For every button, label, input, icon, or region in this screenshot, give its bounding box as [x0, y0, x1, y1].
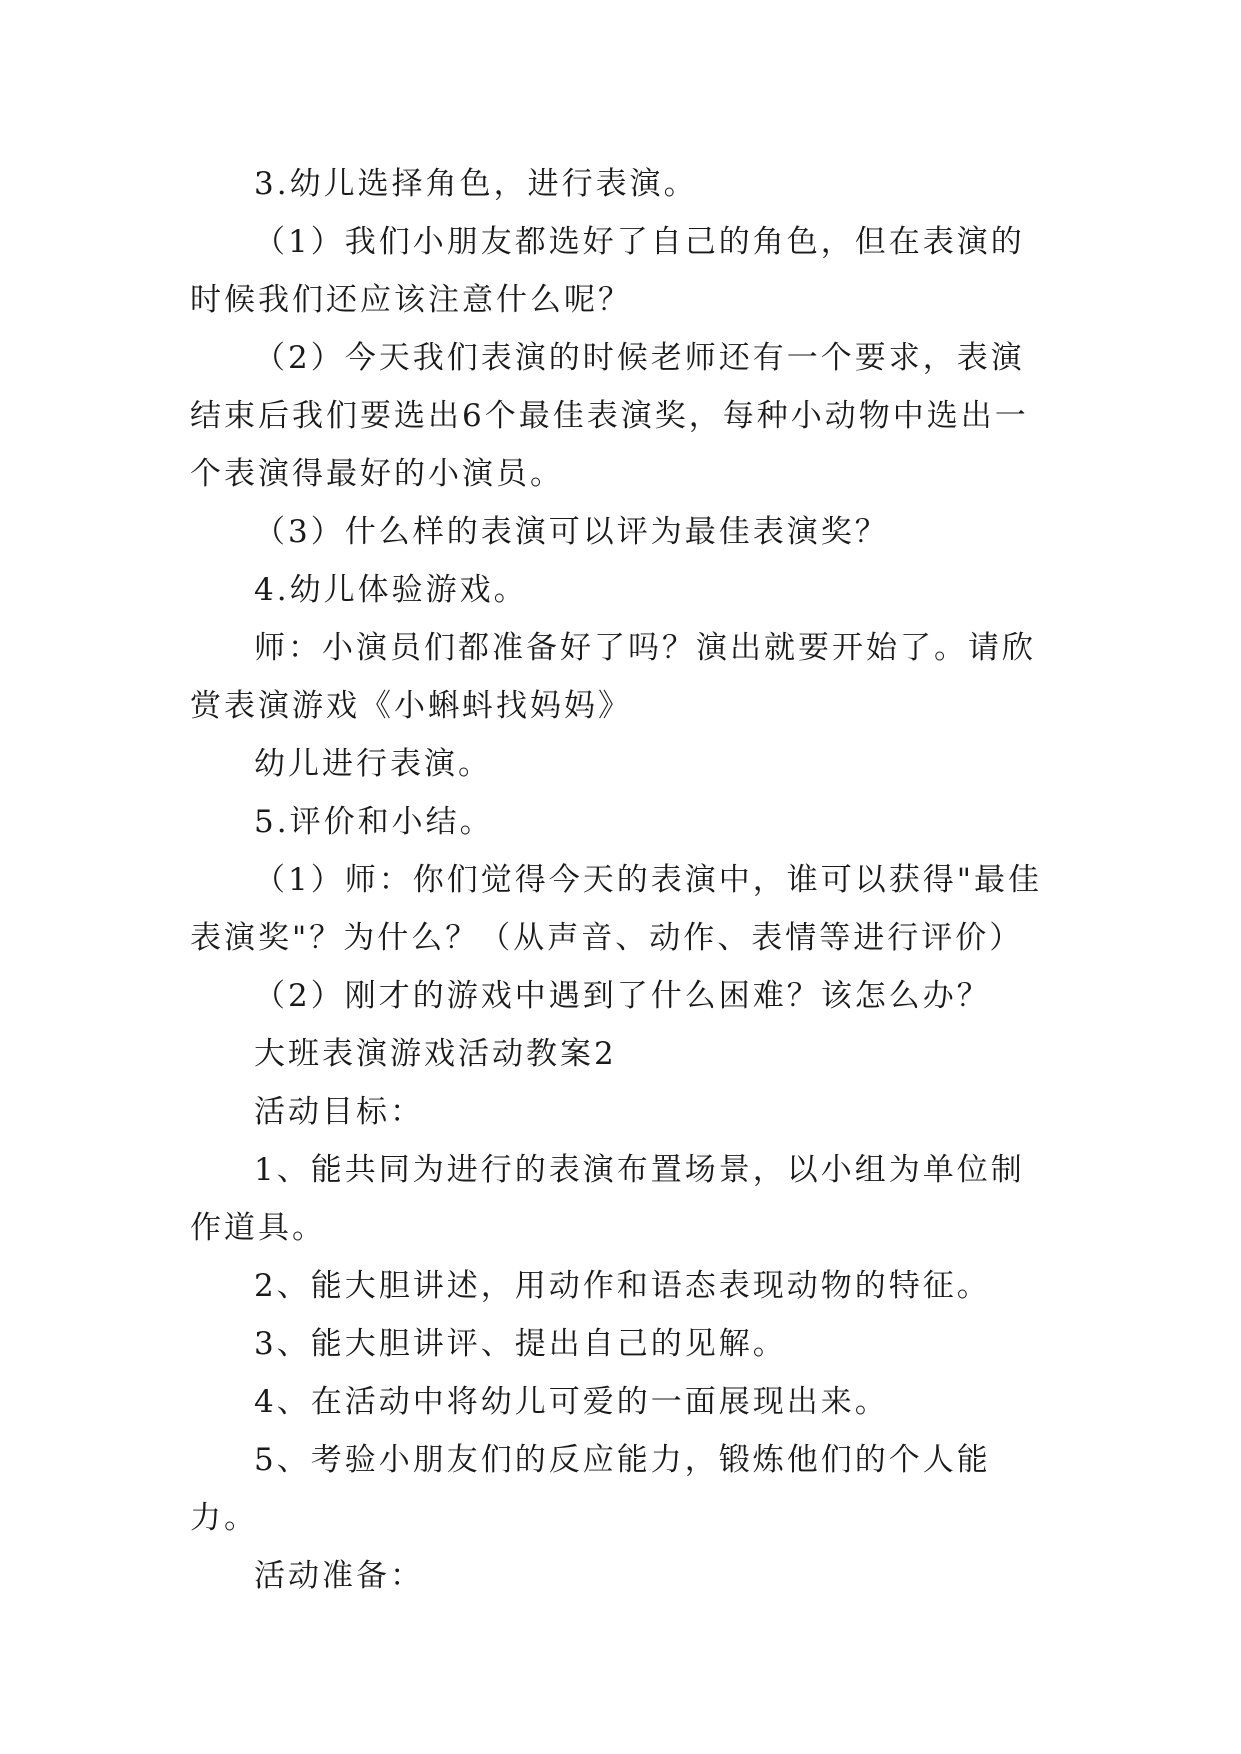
paragraph-teacher-line: 师：小演员们都准备好了吗？演出就要开始了。请欣赏表演游戏《小蝌蚪找妈妈》 [190, 630, 1036, 724]
heading-activity-preparation: 活动准备： [254, 1558, 424, 1594]
goal-item-1: 1、能共同为进行的表演布置场景，以小组为单位制作道具。 [190, 1152, 1025, 1246]
paragraph-step-5-1: （1）师：你们觉得今天的表演中，谁可以获得"最佳表演奖"？为什么？（从声音、动作、表情等进行评价） [190, 862, 1042, 956]
paragraph-step-4: 4.幼儿体验游戏。 [254, 572, 528, 608]
paragraph-step-5: 5.评价和小结。 [254, 804, 494, 840]
goal-item-3: 3、能大胆讲评、提出自己的见解。 [254, 1326, 787, 1362]
goal-item-4: 4、在活动中将幼儿可爱的一面展现出来。 [254, 1384, 889, 1420]
paragraph-step-5-2: （2）刚才的游戏中遇到了什么困难？该怎么办？ [254, 978, 991, 1014]
section-title: 大班表演游戏活动教案2 [254, 1036, 617, 1072]
paragraph-children-perform: 幼儿进行表演。 [254, 746, 492, 782]
paragraph-step-3-1: （1）我们小朋友都选好了自己的角色，但在表演的时候我们还应该注意什么呢？ [190, 224, 1025, 318]
paragraph-step-3-2: （2）今天我们表演的时候老师还有一个要求，表演结束后我们要选出6个最佳表演奖，每种小动物中选出一个表演得最好的小演员。 [190, 340, 1029, 492]
goal-item-5: 5、考验小朋友们的反应能力，锻炼他们的个人能力。 [190, 1442, 991, 1536]
heading-activity-goals: 活动目标： [254, 1094, 424, 1130]
goal-item-2: 2、能大胆讲述，用动作和语态表现动物的特征。 [254, 1268, 991, 1304]
paragraph-step-3: 3.幼儿选择角色，进行表演。 [254, 166, 698, 202]
paragraph-step-3-3: （3）什么样的表演可以评为最佳表演奖？ [254, 514, 889, 550]
document-body [190, 155, 1050, 1605]
